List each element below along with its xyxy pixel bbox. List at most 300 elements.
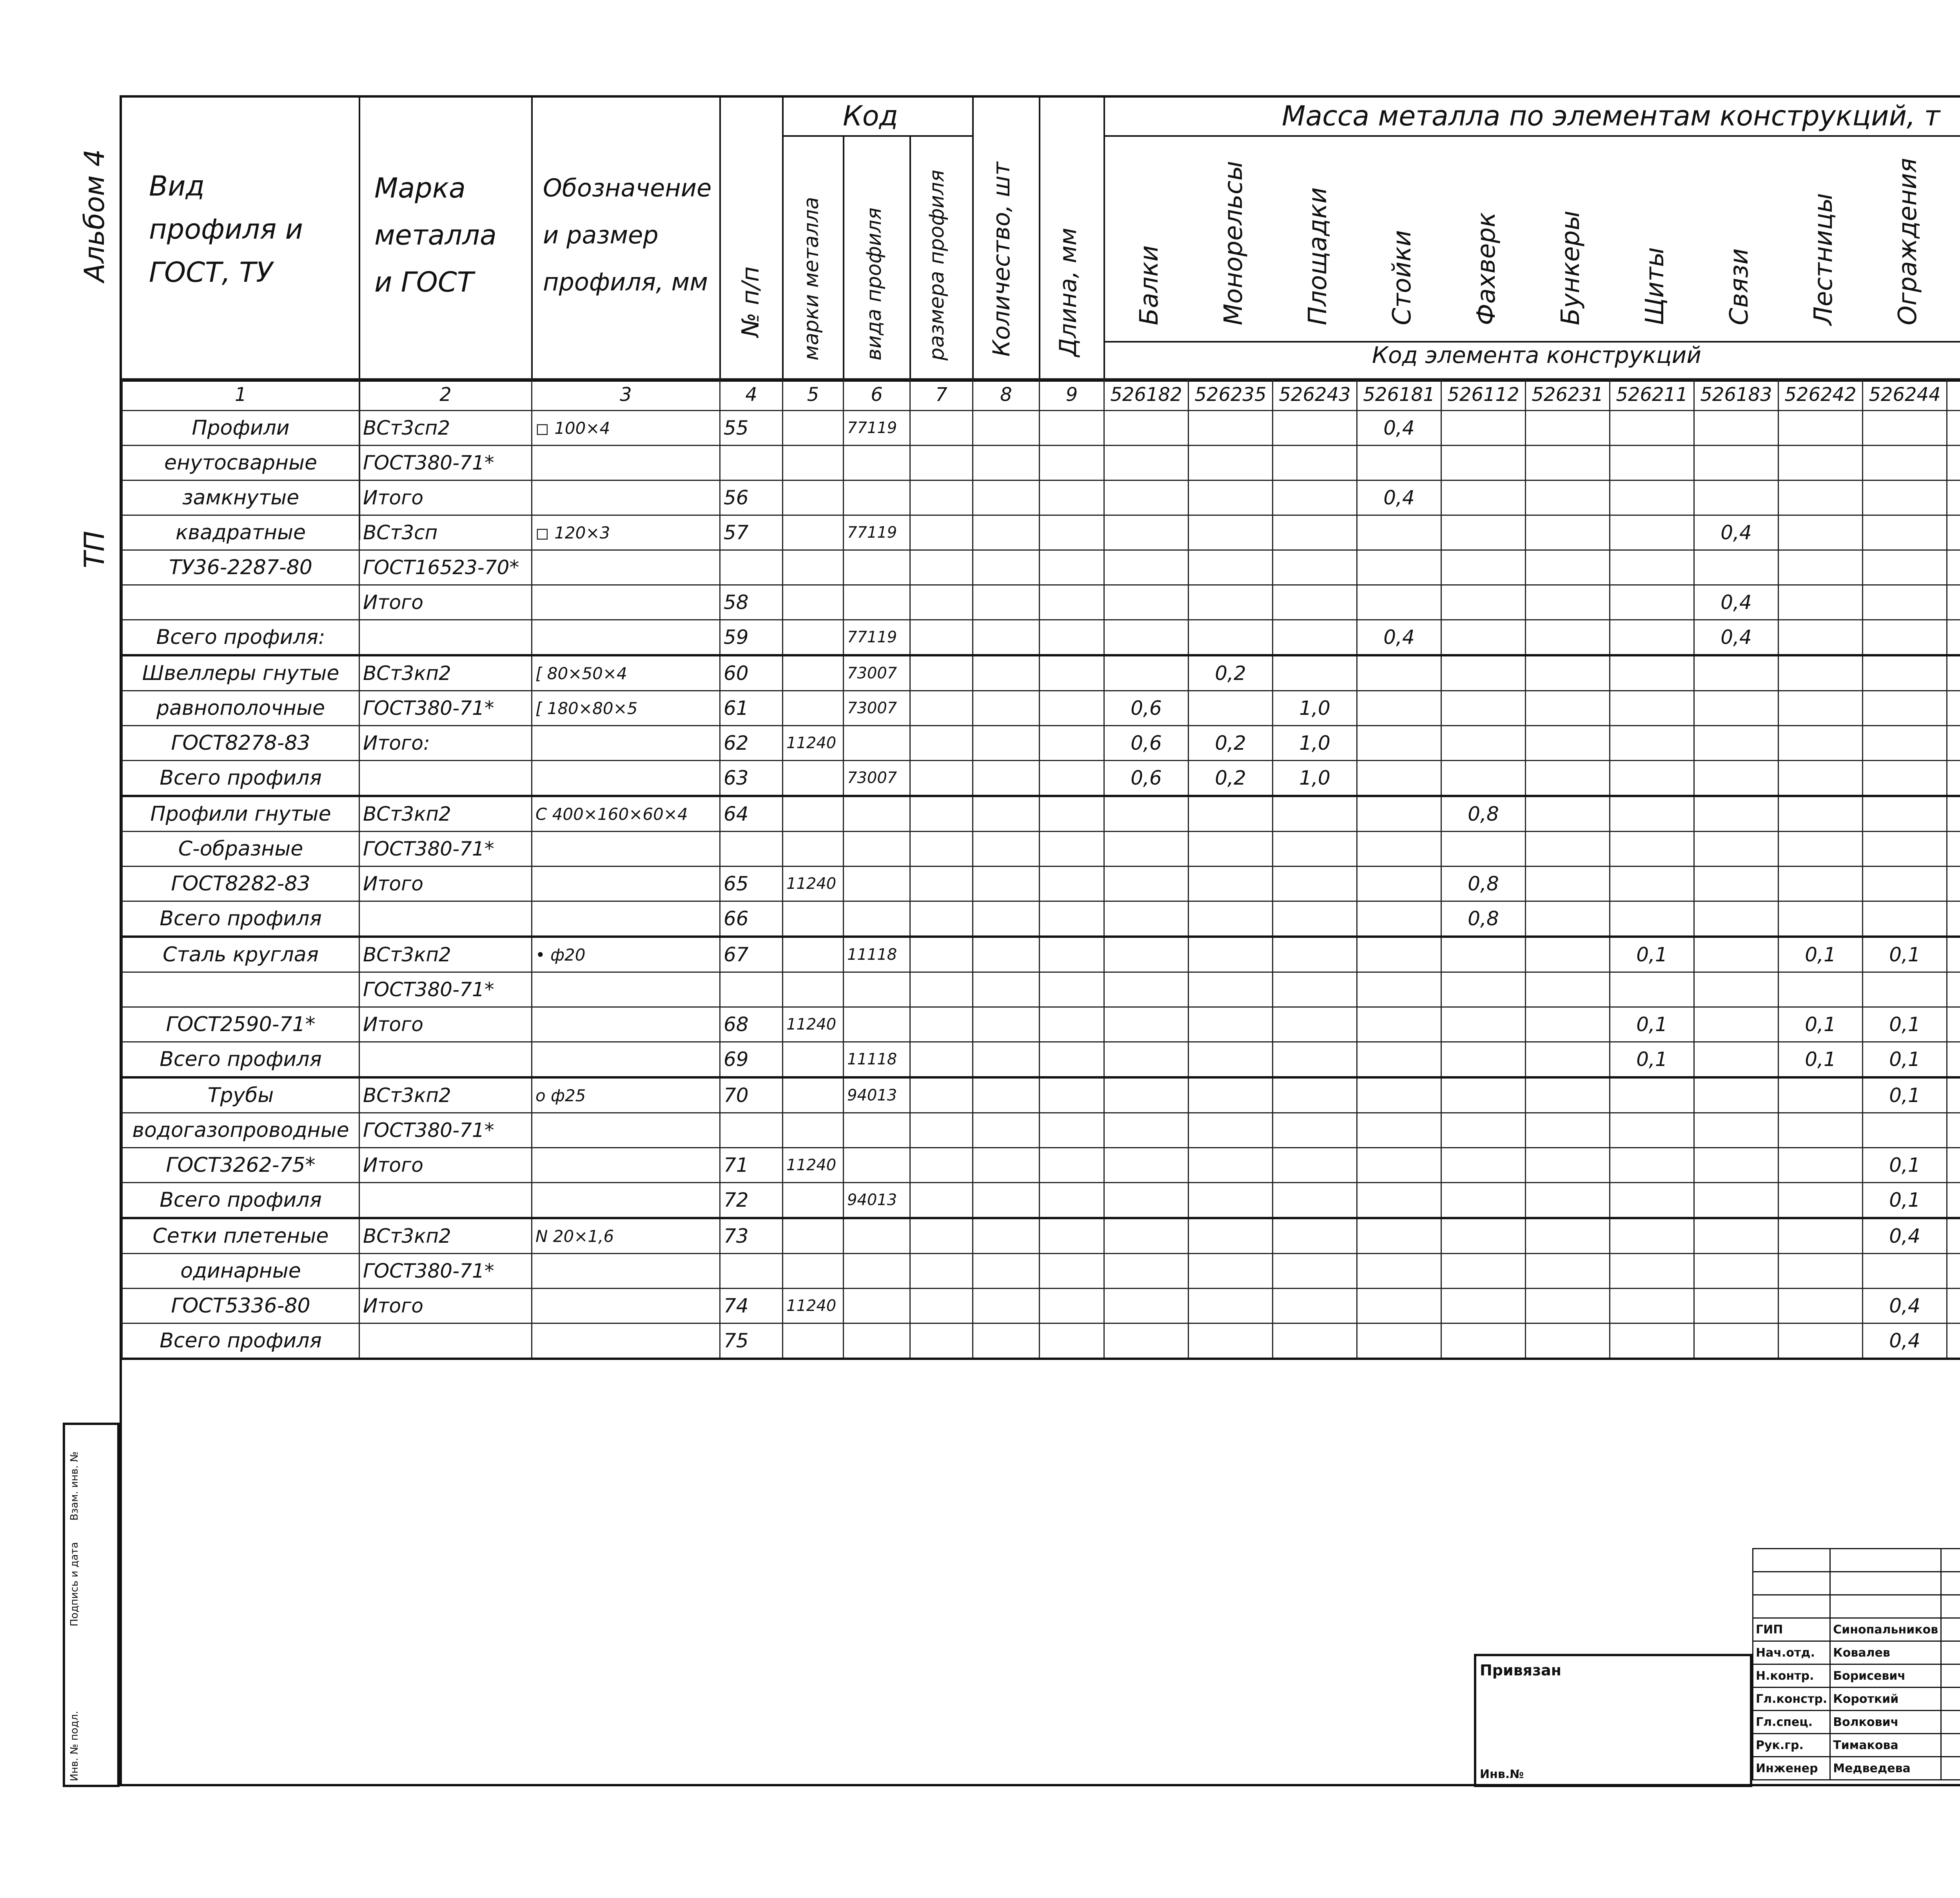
element-mass-cell: [1526, 761, 1610, 796]
grade-code-cell: 11240: [783, 726, 844, 761]
grade-code-cell: [783, 1254, 844, 1289]
row-number-cell: 66: [720, 901, 783, 937]
element-mass-cell: [1610, 1113, 1694, 1148]
element-mass-cell: [1526, 655, 1610, 691]
element-mass-cell: [1273, 1289, 1357, 1323]
table-row: [122, 620, 1960, 656]
inv-label: Инв.№: [1480, 1767, 1524, 1781]
element-mass-cell: [1104, 655, 1189, 691]
element-mass-cell: [1273, 972, 1357, 1007]
grade-code-cell: [783, 411, 844, 446]
element-mass-cell: [1357, 796, 1441, 832]
tp-label: ТП: [78, 531, 111, 568]
element-header: Связи: [1725, 248, 1754, 325]
steel-grade-cell: ГОСТ380-71*: [359, 972, 532, 1007]
element-mass-cell: [1779, 691, 1863, 726]
element-mass-cell: [1273, 620, 1357, 656]
element-mass-cell: [1526, 446, 1610, 480]
profile-size-cell: • ф20: [532, 937, 720, 972]
element-mass-cell: [1694, 937, 1779, 972]
signer-name: Борисевич: [1830, 1664, 1941, 1688]
element-mass-cell: 0,1: [1779, 937, 1863, 972]
profile-code-cell: 73007: [844, 691, 910, 726]
element-mass-cell: 0,1: [1863, 1183, 1947, 1218]
element-mass-cell: [1947, 796, 1960, 832]
element-mass-cell: [1694, 726, 1779, 761]
element-mass-cell: [1104, 901, 1189, 937]
steel-grade-cell: Итого: [359, 480, 532, 515]
profile-size-cell: [532, 1113, 720, 1148]
element-mass-cell: [1779, 972, 1863, 1007]
element-mass-cell: [1189, 1289, 1273, 1323]
header-kod-vida: вида профиля: [862, 207, 886, 361]
element-mass-cell: [1779, 761, 1863, 796]
element-mass-cell: [1526, 1218, 1610, 1254]
profile-size-cell: [ 80×50×4: [532, 655, 720, 691]
element-mass-cell: [1104, 1113, 1189, 1148]
element-mass-cell: [1104, 1183, 1189, 1218]
element-mass-cell: 0,6: [1104, 726, 1189, 761]
signer-role: ГИП: [1753, 1618, 1830, 1641]
signer-role: Рук.гр.: [1753, 1734, 1830, 1757]
element-mass-cell: [1273, 1323, 1357, 1359]
element-mass-cell: [1526, 832, 1610, 867]
row-number-cell: 65: [720, 867, 783, 901]
profile-type-cell: Всего профиля: [122, 1183, 359, 1218]
signature-table: [1752, 1548, 1960, 1780]
element-code-label: Код элемента конструкций: [1372, 342, 1702, 368]
element-mass-cell: [1357, 726, 1441, 761]
element-mass-cell: [1779, 620, 1863, 656]
row-number-cell: 61: [720, 691, 783, 726]
steel-grade-cell: ВСт3кп2: [359, 1077, 532, 1113]
element-mass-cell: [1189, 515, 1273, 550]
element-mass-cell: [1526, 937, 1610, 972]
element-mass-cell: [1273, 655, 1357, 691]
element-mass-cell: [1947, 901, 1960, 937]
table-row: [122, 832, 1960, 867]
column-number: 3: [532, 379, 720, 411]
grade-code-cell: [783, 585, 844, 620]
element-mass-cell: [1947, 515, 1960, 550]
element-mass-cell: [1104, 832, 1189, 867]
row-number-cell: 68: [720, 1007, 783, 1042]
element-mass-cell: [1441, 655, 1526, 691]
element-mass-cell: [1694, 972, 1779, 1007]
element-mass-cell: [1104, 972, 1189, 1007]
profile-size-cell: ◻ 100×4: [532, 411, 720, 446]
element-mass-cell: [1947, 867, 1960, 901]
table-row: [122, 515, 1960, 550]
grade-code-cell: [783, 761, 844, 796]
element-mass-cell: [1104, 1148, 1189, 1183]
element-mass-cell: [1273, 937, 1357, 972]
element-mass-cell: 0,1: [1779, 1007, 1863, 1042]
element-mass-cell: [1189, 1183, 1273, 1218]
element-header: Ограждения: [1893, 158, 1922, 325]
element-mass-cell: [1357, 1007, 1441, 1042]
element-mass-cell: [1526, 480, 1610, 515]
element-mass-cell: [1947, 972, 1960, 1007]
element-mass-cell: 0,4: [1694, 585, 1779, 620]
element-mass-cell: [1694, 1183, 1779, 1218]
element-mass-cell: [1779, 1077, 1863, 1113]
profile-size-cell: [532, 867, 720, 901]
profile-code-cell: [844, 446, 910, 480]
element-code: 526181: [1357, 379, 1441, 411]
row-number-cell: 72: [720, 1183, 783, 1218]
element-mass-cell: [1947, 726, 1960, 761]
element-mass-cell: [1610, 972, 1694, 1007]
element-mass-cell: [1779, 1254, 1863, 1289]
element-mass-cell: [1863, 726, 1947, 761]
steel-grade-cell: [359, 620, 532, 656]
element-mass-cell: [1104, 867, 1189, 901]
table-row: [122, 1183, 1960, 1218]
element-mass-cell: [1694, 1077, 1779, 1113]
header-kod: Код: [843, 100, 898, 132]
element-mass-cell: [1779, 726, 1863, 761]
profile-code-cell: 11118: [844, 1042, 910, 1078]
element-mass-cell: [1779, 550, 1863, 585]
element-mass-cell: [1441, 832, 1526, 867]
element-mass-cell: [1526, 620, 1610, 656]
profile-type-cell: Всего профиля: [122, 761, 359, 796]
element-mass-cell: [1357, 1218, 1441, 1254]
profile-size-cell: [532, 832, 720, 867]
profile-type-cell: равнополочные: [122, 691, 359, 726]
spec-table: [122, 378, 1960, 1360]
element-mass-cell: [1441, 1218, 1526, 1254]
element-mass-cell: [1357, 972, 1441, 1007]
table-row: [122, 937, 1960, 972]
steel-grade-cell: ГОСТ380-71*: [359, 1113, 532, 1148]
element-mass-cell: [1863, 446, 1947, 480]
element-code: 526231: [1526, 379, 1610, 411]
element-mass-cell: [1779, 446, 1863, 480]
element-mass-cell: [1189, 1323, 1273, 1359]
steel-grade-cell: Итого: [359, 1289, 532, 1323]
profile-type-cell: Сетки плетеные: [122, 1218, 359, 1254]
element-mass-cell: [1526, 515, 1610, 550]
grade-code-cell: [783, 796, 844, 832]
element-code: 526211: [1610, 379, 1694, 411]
element-code: 526243: [1273, 379, 1357, 411]
header-col9: Длина, мм: [1054, 228, 1082, 357]
element-mass-cell: [1273, 1077, 1357, 1113]
element-mass-cell: [1610, 411, 1694, 446]
signature-row: [1753, 1711, 1960, 1734]
element-mass-cell: [1189, 1113, 1273, 1148]
element-mass-cell: [1273, 550, 1357, 585]
element-mass-cell: [1357, 1113, 1441, 1148]
element-mass-cell: [1104, 550, 1189, 585]
element-mass-cell: 0,1: [1863, 1042, 1947, 1078]
element-mass-cell: [1947, 761, 1960, 796]
profile-type-cell: ТУ36-2287-80: [122, 550, 359, 585]
element-mass-cell: [1273, 796, 1357, 832]
element-mass-cell: [1694, 761, 1779, 796]
element-mass-cell: [1694, 691, 1779, 726]
grade-code-cell: [783, 620, 844, 656]
element-mass-cell: [1947, 620, 1960, 656]
signer-name: Медведева: [1830, 1757, 1941, 1780]
element-mass-cell: [1189, 480, 1273, 515]
profile-code-cell: 73007: [844, 761, 910, 796]
element-mass-cell: [1779, 1323, 1863, 1359]
element-mass-cell: 0,2: [1189, 655, 1273, 691]
element-mass-cell: [1526, 1323, 1610, 1359]
table-row: [122, 550, 1960, 585]
element-mass-cell: [1779, 1113, 1863, 1148]
element-mass-cell: [1273, 1218, 1357, 1254]
signature-row: [1753, 1757, 1960, 1780]
header-col2: Марка металла и ГОСТ: [374, 172, 497, 298]
element-mass-cell: [1357, 1289, 1441, 1323]
row-number-cell: 70: [720, 1077, 783, 1113]
element-mass-cell: [1189, 446, 1273, 480]
element-mass-cell: [1947, 550, 1960, 585]
element-mass-cell: [1441, 515, 1526, 550]
element-mass-cell: [1694, 867, 1779, 901]
element-mass-cell: [1779, 901, 1863, 937]
table-row: [122, 867, 1960, 901]
profile-type-cell: Профили: [122, 411, 359, 446]
grade-code-cell: [783, 832, 844, 867]
element-mass-cell: [1694, 1289, 1779, 1323]
profile-size-cell: [532, 1148, 720, 1183]
signer-role: Н.контр.: [1753, 1664, 1830, 1688]
element-mass-cell: 1,0: [1273, 691, 1357, 726]
element-mass-cell: [1357, 1254, 1441, 1289]
privyazan-label: Привязан: [1480, 1662, 1562, 1679]
table-row: [122, 691, 1960, 726]
element-header: Стойки: [1388, 230, 1417, 325]
profile-size-cell: [532, 901, 720, 937]
signer-name: Ковалев: [1830, 1641, 1941, 1664]
profile-code-cell: [844, 901, 910, 937]
element-mass-cell: [1104, 446, 1189, 480]
profile-type-cell: Профили гнутые: [122, 796, 359, 832]
steel-grade-cell: ВСт3кп2: [359, 796, 532, 832]
element-mass-cell: [1273, 1113, 1357, 1148]
element-mass-cell: [1947, 937, 1960, 972]
element-mass-cell: [1779, 480, 1863, 515]
element-mass-cell: [1526, 1148, 1610, 1183]
element-mass-cell: [1357, 1077, 1441, 1113]
row-number-cell: 74: [720, 1289, 783, 1323]
element-mass-cell: [1863, 972, 1947, 1007]
element-mass-cell: [1104, 1077, 1189, 1113]
element-mass-cell: [1947, 1218, 1960, 1254]
element-mass-cell: [1947, 832, 1960, 867]
element-mass-cell: [1947, 691, 1960, 726]
element-mass-cell: [1104, 1289, 1189, 1323]
element-mass-cell: [1273, 1007, 1357, 1042]
profile-size-cell: [532, 761, 720, 796]
element-mass-cell: [1694, 1042, 1779, 1078]
element-mass-cell: [1104, 1218, 1189, 1254]
row-number-cell: [720, 1254, 783, 1289]
element-mass-cell: [1526, 901, 1610, 937]
profile-size-cell: [532, 1007, 720, 1042]
element-mass-cell: [1441, 1148, 1526, 1183]
profile-size-cell: [532, 1323, 720, 1359]
profile-size-cell: о ф25: [532, 1077, 720, 1113]
element-mass-cell: [1104, 480, 1189, 515]
margin-label: Взам. инв. №: [69, 1451, 80, 1521]
profile-code-cell: 77119: [844, 620, 910, 656]
element-mass-cell: [1947, 1183, 1960, 1218]
table-row: [122, 972, 1960, 1007]
element-mass-cell: [1357, 1183, 1441, 1218]
steel-grade-cell: ВСт3кп2: [359, 1218, 532, 1254]
element-mass-cell: [1610, 832, 1694, 867]
profile-type-cell: [122, 972, 359, 1007]
element-mass-cell: [1779, 655, 1863, 691]
profile-code-cell: [844, 1323, 910, 1359]
element-mass-cell: [1947, 1007, 1960, 1042]
element-mass-cell: [1526, 867, 1610, 901]
element-mass-cell: 0,4: [1357, 411, 1441, 446]
steel-grade-cell: ВСт3кп2: [359, 937, 532, 972]
profile-type-cell: квадратные: [122, 515, 359, 550]
element-mass-cell: [1441, 1183, 1526, 1218]
steel-grade-cell: [359, 761, 532, 796]
profile-code-cell: 94013: [844, 1183, 910, 1218]
element-mass-cell: [1526, 1113, 1610, 1148]
element-mass-cell: [1526, 691, 1610, 726]
profile-code-cell: [844, 867, 910, 901]
steel-grade-cell: ВСт3сп2: [359, 411, 532, 446]
element-code: 526182: [1104, 379, 1189, 411]
element-mass-cell: [1441, 411, 1526, 446]
element-mass-cell: [1273, 901, 1357, 937]
steel-grade-cell: ВСт3кп2: [359, 655, 532, 691]
profile-size-cell: [532, 550, 720, 585]
element-mass-cell: [1273, 867, 1357, 901]
element-mass-cell: [1610, 1148, 1694, 1183]
element-mass-cell: [1694, 796, 1779, 832]
table-row: [122, 761, 1960, 796]
profile-type-cell: ГОСТ8282-83: [122, 867, 359, 901]
margin-label: Инв. № подл.: [69, 1711, 80, 1781]
table-row: [122, 1289, 1960, 1323]
element-mass-cell: [1694, 901, 1779, 937]
element-mass-cell: 0,8: [1441, 901, 1526, 937]
element-mass-cell: [1189, 550, 1273, 585]
element-mass-cell: [1863, 691, 1947, 726]
grade-code-cell: 11240: [783, 1007, 844, 1042]
element-code: 526235: [1189, 379, 1273, 411]
element-mass-cell: [1947, 1323, 1960, 1359]
steel-grade-cell: [359, 901, 532, 937]
signer-name: Короткий: [1830, 1688, 1941, 1711]
grade-code-cell: [783, 901, 844, 937]
profile-code-cell: [844, 585, 910, 620]
profile-size-cell: [532, 1289, 720, 1323]
profile-size-cell: [532, 1254, 720, 1289]
element-mass-cell: [1610, 585, 1694, 620]
table-row: [122, 1042, 1960, 1078]
element-mass-cell: [1779, 515, 1863, 550]
element-code: 526244: [1863, 379, 1947, 411]
element-mass-cell: [1947, 411, 1960, 446]
element-mass-cell: [1863, 550, 1947, 585]
signature-row: [1753, 1734, 1960, 1757]
element-mass-cell: [1441, 1077, 1526, 1113]
element-mass-cell: [1357, 585, 1441, 620]
element-mass-cell: [1779, 411, 1863, 446]
element-mass-cell: [1947, 446, 1960, 480]
column-number: 5: [783, 379, 844, 411]
element-mass-cell: [1357, 550, 1441, 585]
element-mass-cell: [1779, 1289, 1863, 1323]
table-row: [122, 726, 1960, 761]
header-col1: Вид профиля и ГОСТ, ТУ: [149, 170, 303, 288]
element-mass-cell: [1947, 1113, 1960, 1148]
element-mass-cell: [1441, 550, 1526, 585]
header-kod-razmera: размера профиля: [925, 170, 949, 361]
element-mass-cell: [1441, 691, 1526, 726]
signature: [1941, 1618, 1960, 1641]
element-mass-cell: [1863, 761, 1947, 796]
element-mass-cell: [1273, 585, 1357, 620]
element-mass-cell: [1863, 1254, 1947, 1289]
profile-size-cell: [532, 480, 720, 515]
element-mass-cell: [1863, 867, 1947, 901]
grade-code-cell: [783, 691, 844, 726]
margin-label: Подпись и дата: [69, 1542, 80, 1626]
element-mass-cell: 0,8: [1441, 867, 1526, 901]
element-mass-cell: [1357, 761, 1441, 796]
table-row: [122, 655, 1960, 691]
element-mass-cell: [1189, 937, 1273, 972]
element-mass-cell: [1357, 867, 1441, 901]
element-mass-cell: [1441, 761, 1526, 796]
element-mass-cell: [1610, 550, 1694, 585]
element-mass-cell: [1441, 1007, 1526, 1042]
element-mass-cell: [1526, 1289, 1610, 1323]
profile-code-cell: 73007: [844, 655, 910, 691]
element-mass-cell: [1441, 1289, 1526, 1323]
column-number: 2: [359, 379, 532, 411]
signer-name: Волкович: [1830, 1711, 1941, 1734]
header-col8: Количество, шт: [988, 161, 1015, 357]
signer-role: Нач.отд.: [1753, 1641, 1830, 1664]
element-mass-cell: 0,2: [1189, 726, 1273, 761]
steel-grade-cell: [359, 1042, 532, 1078]
profile-size-cell: [532, 726, 720, 761]
row-number-cell: 71: [720, 1148, 783, 1183]
element-mass-cell: [1526, 1183, 1610, 1218]
element-mass-cell: [1863, 796, 1947, 832]
element-mass-cell: [1441, 1323, 1526, 1359]
profile-size-cell: [532, 585, 720, 620]
element-mass-cell: [1441, 972, 1526, 1007]
element-mass-cell: [1189, 1254, 1273, 1289]
element-mass-cell: [1694, 1323, 1779, 1359]
signature: [1941, 1664, 1960, 1688]
profile-type-cell: водогазопроводные: [122, 1113, 359, 1148]
element-mass-cell: 0,4: [1863, 1289, 1947, 1323]
element-mass-cell: [1526, 796, 1610, 832]
column-number: 4: [720, 379, 783, 411]
profile-type-cell: ГОСТ2590-71*: [122, 1007, 359, 1042]
profile-code-cell: 77119: [844, 515, 910, 550]
element-mass-cell: 0,1: [1610, 937, 1694, 972]
profile-code-cell: 94013: [844, 1077, 910, 1113]
